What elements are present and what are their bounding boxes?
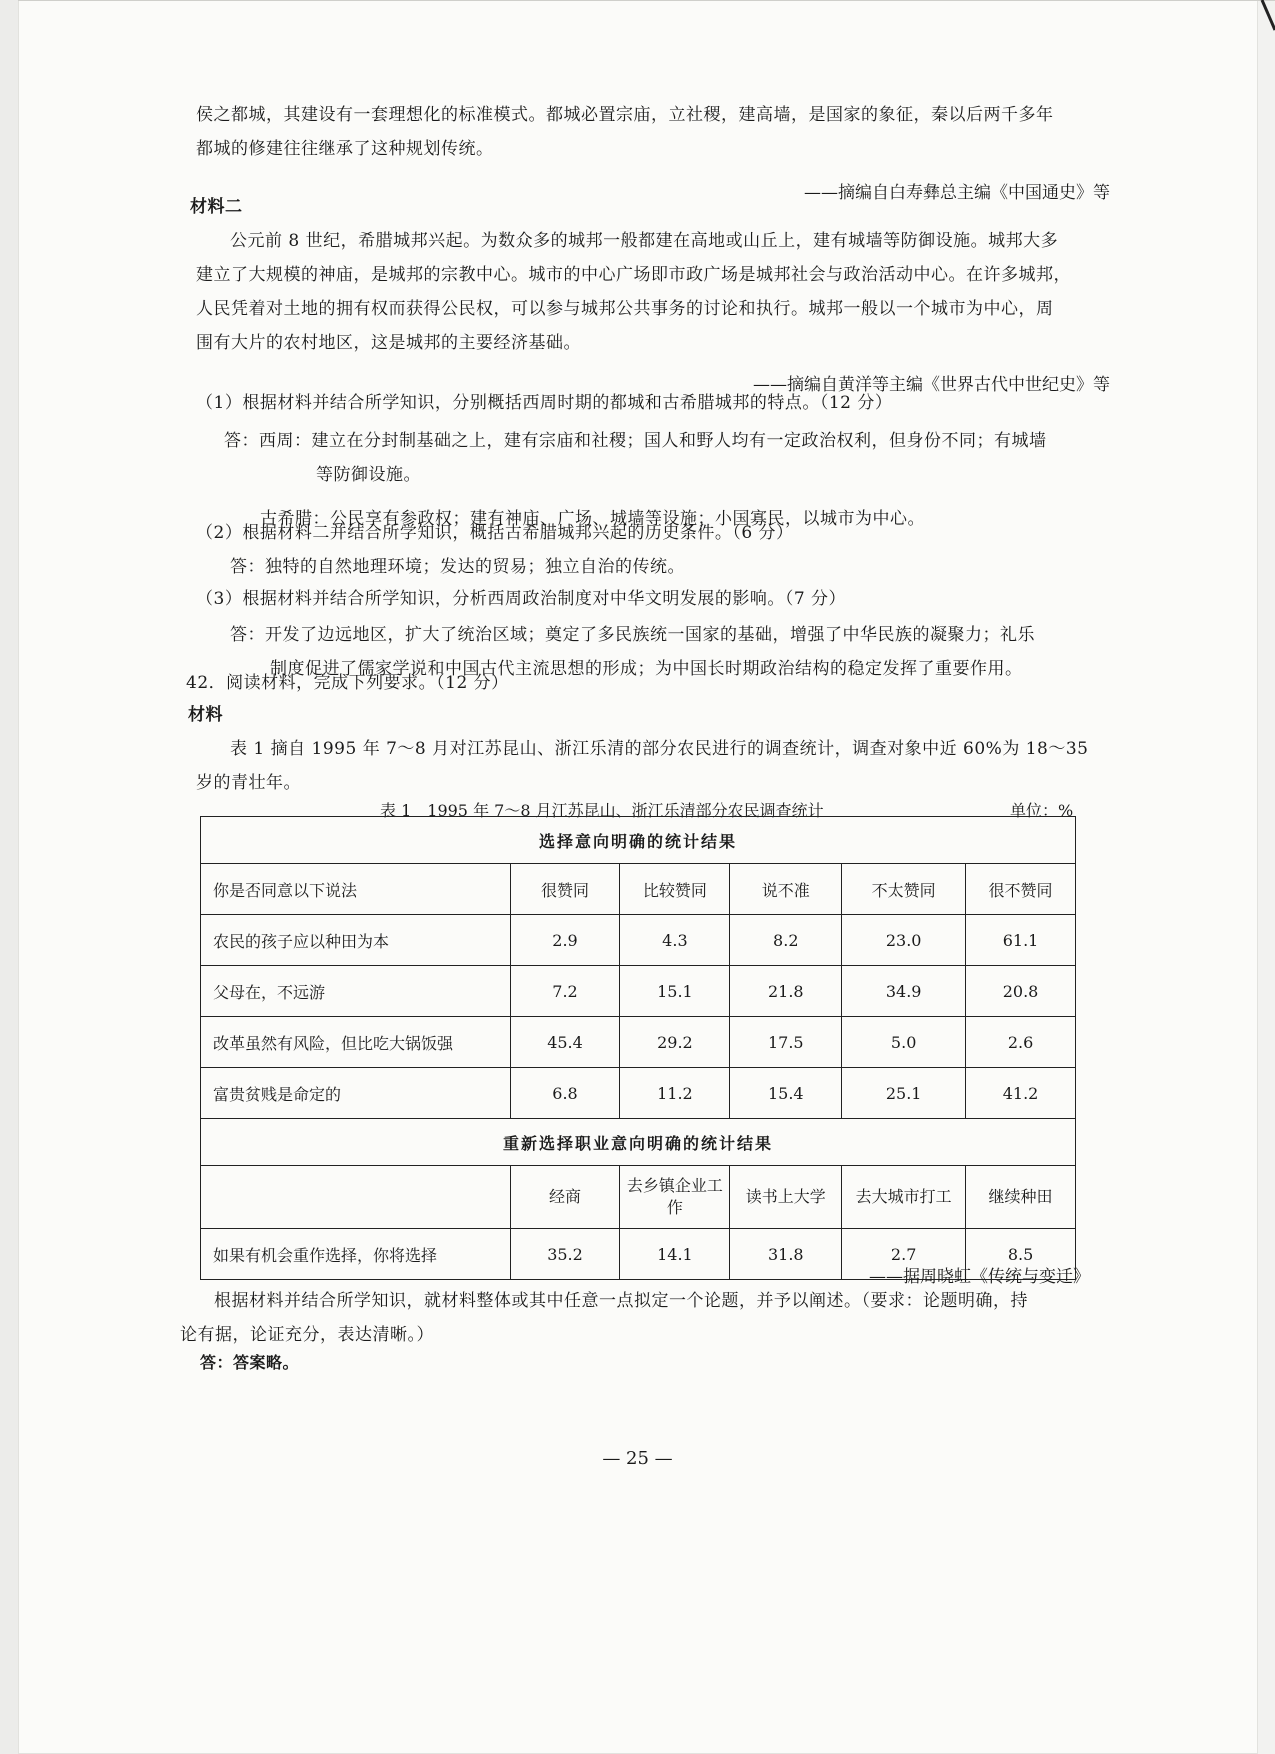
table-cell: 8.2	[730, 915, 842, 966]
question-2: （2）根据材料二并结合所学知识，概括古希腊城邦兴起的历史条件。（6 分）	[196, 523, 794, 543]
table-caption: 表 1 1995 年 7～8 月江苏昆山、浙江乐清部分农民调查统计	[380, 801, 824, 820]
question-1: （1）根据材料并结合所学知识，分别概括西周时期的都城和古希腊城邦的特点。（12 分）	[196, 393, 893, 413]
material2-line-4: 围有大片的农村地区，这是城邦的主要经济基础。	[196, 333, 581, 353]
table-header-cell: 很不赞同	[966, 864, 1076, 915]
table-cell: 21.8	[730, 966, 842, 1017]
table-cell: 4.3	[620, 915, 730, 966]
table-cell: 34.9	[842, 966, 966, 1017]
table-row	[201, 915, 1076, 966]
table-header-cell: 继续种田	[966, 1166, 1076, 1229]
table-cell: 15.1	[620, 966, 730, 1017]
table-cell: 61.1	[966, 915, 1076, 966]
requirement-line-1: 根据材料并结合所学知识，就材料整体或其中任意一点拟定一个论题，并予以阐述。（要求：论题明确，持	[214, 1291, 1028, 1311]
table-cell: 17.5	[730, 1017, 842, 1068]
table-cell: 45.4	[510, 1017, 620, 1068]
material2-line-1: 公元前 8 世纪，希腊城邦兴起。为数众多的城邦一般都建在高地或山丘上，建有城墙等防御设施。城邦大多	[230, 231, 1059, 251]
table-header-empty	[201, 1166, 511, 1229]
table-cell: 41.2	[966, 1068, 1076, 1119]
answer-1-line-3: 古希腊：公民享有参政权；建有神庙、广场、城墙等设施；小国寡民，以城市为中心。	[260, 509, 925, 529]
material2-line-2: 建立了大规模的神庙，是城邦的宗教中心。城市的中心广场即市政广场是城邦社会与政治活动中心。在许多城邦，	[196, 265, 1071, 285]
intro-source: ——摘编自白寿彝总主编《中国通史》等	[804, 183, 1110, 203]
row-label: 农民的孩子应以种田为本	[201, 915, 511, 966]
question-42-heading: 42．阅读材料，完成下列要求。（12 分）	[186, 673, 509, 693]
table-header-cell: 去大城市打工	[842, 1166, 966, 1229]
row-label: 改革虽然有风险，但比吃大锅饭强	[201, 1017, 511, 1068]
table-header-cell: 比较赞同	[620, 864, 730, 915]
survey-table	[200, 816, 1076, 1280]
question-42-intro	[196, 732, 1126, 800]
table-unit: 单位：%	[1010, 801, 1074, 820]
table-header-cell: 读书上大学	[730, 1166, 842, 1229]
row-label: 如果有机会重作选择，你将选择	[201, 1229, 511, 1280]
material2-title: 材料二	[190, 197, 243, 217]
table-cell: 25.1	[842, 1068, 966, 1119]
table-section-1: 选择意向明确的统计结果	[201, 817, 1076, 864]
table-row	[201, 1068, 1076, 1119]
table-cell: 6.8	[510, 1068, 620, 1119]
q42-intro-line-1: 表 1 摘自 1995 年 7～8 月对江苏昆山、浙江乐清的部分农民进行的调查统计，调查对象中近 60%为 18～35	[230, 739, 1089, 759]
table-source: ——据周晓虹《传统与变迁》	[869, 1267, 1090, 1287]
intro-line-2: 都城的修建往往继承了这种规划传统。	[196, 139, 494, 159]
q42-intro-line-2: 岁的青壮年。	[196, 773, 301, 793]
table-header-cell: 不太赞同	[842, 864, 966, 915]
intro-text	[196, 98, 1126, 166]
table-header-cell: 经商	[510, 1166, 620, 1229]
answer-3-line-1: 答：开发了边远地区，扩大了统治区域；奠定了多民族统一国家的基础，增强了中华民族的凝聚力；礼乐	[230, 625, 1035, 645]
answer-1-line-1: 答：西周：建立在分封制基础之上，建有宗庙和社稷；国人和野人均有一定政治权利，但身份不同；有城墙	[224, 431, 1047, 451]
table-cell: 2.7	[842, 1229, 966, 1280]
table-header-question: 你是否同意以下说法	[201, 864, 511, 915]
answer-1-line-2: 等防御设施。	[316, 465, 421, 485]
intro-line-1: 侯之都城，其建设有一套理想化的标准模式。都城必置宗庙，立社稷，建高墙，是国家的象征，秦以后两千多年	[196, 105, 1054, 125]
table-header-cell: 很赞同	[510, 864, 620, 915]
table-cell: 23.0	[842, 915, 966, 966]
table-header-cell: 去乡镇企业工作	[620, 1166, 730, 1229]
table-cell: 31.8	[730, 1229, 842, 1280]
question-3: （3）根据材料并结合所学知识，分析西周政治制度对中华文明发展的影响。（7 分）	[196, 589, 847, 609]
table-cell: 8.5	[966, 1229, 1076, 1280]
requirement-line-2: 论有据，论证充分，表达清晰。）	[180, 1325, 434, 1345]
table-cell: 2.9	[510, 915, 620, 966]
answer-3-line-2: 制度促进了儒家学说和中国古代主流思想的形成；为中国长时期政治结构的稳定发挥了重要作用。	[270, 659, 1023, 679]
table-cell: 11.2	[620, 1068, 730, 1119]
table-cell: 5.0	[842, 1017, 966, 1068]
table-section-2: 重新选择职业意向明确的统计结果	[201, 1119, 1076, 1166]
table-cell: 7.2	[510, 966, 620, 1017]
question-42-requirement	[180, 1284, 1125, 1352]
material2-source: ——摘编自黄洋等主编《世界古代中世纪史》等	[753, 375, 1110, 395]
table-cell: 20.8	[966, 966, 1076, 1017]
table-cell: 29.2	[620, 1017, 730, 1068]
page-number: — 25 —	[602, 1448, 673, 1469]
material2-text	[196, 224, 1126, 360]
table-row	[201, 1017, 1076, 1068]
row-label: 父母在，不远游	[201, 966, 511, 1017]
table-cell: 14.1	[620, 1229, 730, 1280]
table-cell: 35.2	[510, 1229, 620, 1280]
table-header-cell: 说不准	[730, 864, 842, 915]
material2-line-3: 人民凭着对土地的拥有权而获得公民权，可以参与城邦公共事务的讨论和执行。城邦一般以一个城市为中心，周	[196, 299, 1054, 319]
answer-42: 答：答案略。	[200, 1353, 300, 1372]
row-label: 富贵贫贱是命定的	[201, 1068, 511, 1119]
answer-2: 答：独特的自然地理环境；发达的贸易；独立自治的传统。	[230, 557, 685, 577]
table-cell: 2.6	[966, 1017, 1076, 1068]
table-cell: 15.4	[730, 1068, 842, 1119]
question-42-material-title: 材料	[188, 705, 223, 725]
table-row	[201, 966, 1076, 1017]
